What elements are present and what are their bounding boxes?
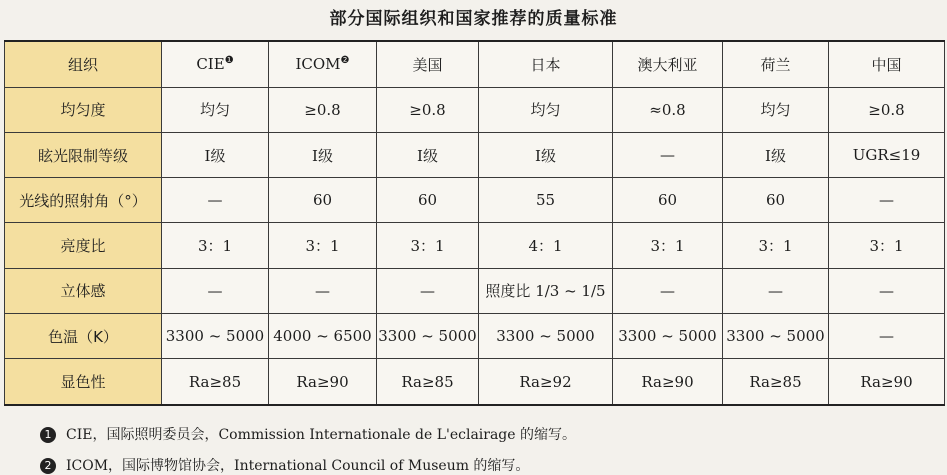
table-cell: Ra≥85 xyxy=(377,359,479,405)
table-row xyxy=(5,178,945,223)
table-cell: 60 xyxy=(377,178,479,223)
table-cell: 3：1 xyxy=(269,223,377,268)
table-cell: — xyxy=(269,268,377,313)
table-cell: — xyxy=(613,133,723,178)
table-cell: Ra≥90 xyxy=(269,359,377,405)
footnote-text: CIE，国际照明委员会，Commission Internationale de L'eclairage 的缩写。 xyxy=(66,427,577,443)
table-cell: Ra≥90 xyxy=(613,359,723,405)
footnote-cie xyxy=(40,424,576,444)
table-cell: — xyxy=(377,268,479,313)
table-cell: Ⅰ级 xyxy=(723,133,829,178)
table-cell: Ⅰ级 xyxy=(162,133,269,178)
table-cell: 3：1 xyxy=(377,223,479,268)
table-cell: — xyxy=(162,268,269,313)
table-row xyxy=(5,223,945,268)
table-cell: — xyxy=(829,178,945,223)
row-label: 光线的照射角（°） xyxy=(5,178,162,223)
table-row xyxy=(5,87,945,132)
table-row xyxy=(5,133,945,178)
table-cell: 60 xyxy=(723,178,829,223)
table-cell: 均匀 xyxy=(723,87,829,132)
table-cell: 3300 ~ 5000 xyxy=(377,313,479,358)
table-cell: 60 xyxy=(613,178,723,223)
table-cell: Ra≥90 xyxy=(829,359,945,405)
table-cell: 照度比 1/3 ~ 1/5 xyxy=(479,268,613,313)
table-title: 部分国际组织和国家推荐的质量标准 xyxy=(329,9,618,29)
row-label: 眩光限制等级 xyxy=(5,133,162,178)
column-header: $ICOM^❷$ xyxy=(269,41,377,87)
table-cell: Ra≥85 xyxy=(723,359,829,405)
table-cell: ≥0.8 xyxy=(377,87,479,132)
table-cell: — xyxy=(829,268,945,313)
table-cell: ≈0.8 xyxy=(613,87,723,132)
table-cell: 3：1 xyxy=(723,223,829,268)
column-header: 澳大利亚 xyxy=(613,41,723,87)
table-cell: 55 xyxy=(479,178,613,223)
row-label: 亮度比 xyxy=(5,223,162,268)
table-cell: ≥0.8 xyxy=(269,87,377,132)
quality-standards-table xyxy=(4,40,945,406)
table-cell: Ra≥92 xyxy=(479,359,613,405)
table-cell: — xyxy=(723,268,829,313)
table-cell: ≥0.8 xyxy=(829,87,945,132)
table-cell: — xyxy=(829,313,945,358)
table-cell: 3：1 xyxy=(162,223,269,268)
table-row xyxy=(5,268,945,313)
table-cell: — xyxy=(162,178,269,223)
column-header: 中国 xyxy=(829,41,945,87)
footnote-marker: 1 xyxy=(40,427,56,443)
row-label: 色温（K） xyxy=(5,313,162,358)
table-cell: 4000 ~ 6500 xyxy=(269,313,377,358)
table-cell: Ra≥85 xyxy=(162,359,269,405)
column-header: 荷兰 xyxy=(723,41,829,87)
header-label: 组织 xyxy=(5,41,162,87)
table-cell: Ⅰ级 xyxy=(479,133,613,178)
table-cell: 4：1 xyxy=(479,223,613,268)
table-cell: 3：1 xyxy=(613,223,723,268)
column-header: 日本 xyxy=(479,41,613,87)
footnote-marker: 2 xyxy=(40,458,56,474)
row-label: 立体感 xyxy=(5,268,162,313)
table-cell: — xyxy=(613,268,723,313)
table-cell: Ⅰ级 xyxy=(269,133,377,178)
column-header: $CIE^❶$ xyxy=(162,41,269,87)
table-cell: Ⅰ级 xyxy=(377,133,479,178)
table-cell: 均匀 xyxy=(479,87,613,132)
table-cell: 60 xyxy=(269,178,377,223)
footnote-icom xyxy=(40,455,529,475)
footnote-text: ICOM，国际博物馆协会，International Council of Museum 的缩写。 xyxy=(66,458,530,474)
table-row xyxy=(5,313,945,358)
header-row xyxy=(5,41,945,87)
table-cell: 3：1 xyxy=(829,223,945,268)
table-row xyxy=(5,359,945,405)
table-cell: 均匀 xyxy=(162,87,269,132)
table-cell: 3300 ~ 5000 xyxy=(479,313,613,358)
row-label: 均匀度 xyxy=(5,87,162,132)
table-cell: 3300 ~ 5000 xyxy=(162,313,269,358)
row-label: 显色性 xyxy=(5,359,162,405)
table-cell: UGR≤19 xyxy=(829,133,945,178)
table-cell: 3300 ~ 5000 xyxy=(723,313,829,358)
table-cell: 3300 ~ 5000 xyxy=(613,313,723,358)
column-header: 美国 xyxy=(377,41,479,87)
